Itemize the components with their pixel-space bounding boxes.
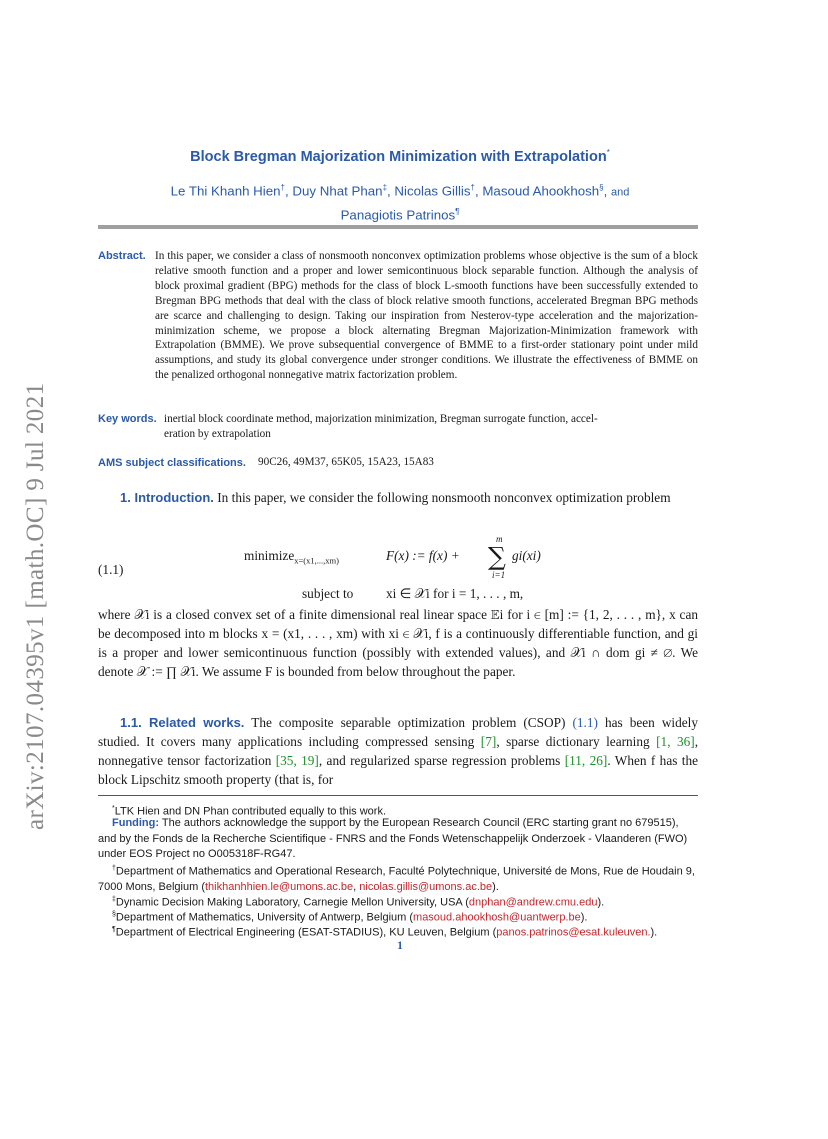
minimize-subscript: x=(x1,...,xm) xyxy=(294,555,339,566)
author-name: Duy Nhat Phan xyxy=(292,183,383,199)
footnote-rule xyxy=(98,795,698,796)
email-link[interactable]: masoud.ahookhosh@uantwerp.be xyxy=(413,911,581,924)
footnote-mark: † xyxy=(112,865,116,872)
related-text: . When f has the block Lipschitz smooth property (that is, for xyxy=(98,753,698,787)
related-text: The composite separable optimization problem (CSOP) xyxy=(251,715,566,730)
author-and: and xyxy=(611,186,630,199)
title-text: Block Bregman Majorization Minimization with Extrapolation xyxy=(190,148,607,165)
related-text: , sparse dictionary learning xyxy=(496,734,650,749)
sum-term: gi(xi) xyxy=(512,548,541,563)
minimize-word: minimize xyxy=(244,548,295,563)
summation-icon: ∑ xyxy=(488,542,506,571)
related-text: , and regularized sparse regression problems xyxy=(318,753,561,768)
related-text: has been widely studied. It covers many applications including compressed sensing xyxy=(98,715,699,749)
equation-number: (1.1) xyxy=(98,562,124,577)
citation-link[interactable]: [35, 19] xyxy=(275,753,319,768)
author-name: Masoud Ahookhosh xyxy=(482,183,600,199)
where-paragraph: where 𝒳i is a closed convex set of a finite dimensional real linear space 𝔼i for i ∈ [m] := {1, 2, . . . , m}, x can be decomposed into m blocks x = (x1, . . . , xm) with xi ∈ 𝒳i, f is a continuously differentiable function, and gi is a proper and lower semicontinuous function (possibly with extended values), and 𝒳i ∩ dom gi ≠ ∅. We denote 𝒳 := ∏ 𝒳i. We assume F is bounded from below throughout the paper. xyxy=(98,607,698,679)
author-mark: † xyxy=(280,183,285,192)
author-list: Le Thi Khanh Hien†, Duy Nhat Phan‡, Nicolas Gillis†, Masoud Ahookhosh§, and Panagiotis Patrinos¶ xyxy=(170,183,630,223)
author-mark: ¶ xyxy=(455,207,460,217)
keywords xyxy=(98,412,698,442)
sum-upper-limit: m xyxy=(496,534,503,544)
intro-text: In this paper, we consider the following nonsmooth nonconvex optimization problem xyxy=(217,490,671,505)
footnote-text: ). xyxy=(650,926,658,939)
footnote-mark: ‡ xyxy=(112,896,116,903)
footnote-affiliation-mons xyxy=(98,861,698,896)
footnote-text: Dynamic Decision Making Laboratory, Carnegie Mellon University, USA ( xyxy=(115,896,469,909)
equation-reference-link[interactable]: (1.1) xyxy=(572,715,598,730)
arxiv-identifier: arXiv:2107.04395v1 [math.OC] 9 Jul 2021 xyxy=(22,382,49,830)
section-heading-related-works: 1.1. Related works. xyxy=(120,715,245,730)
author-mark: ‡ xyxy=(382,183,388,192)
ams-label: AMS subject classifications. xyxy=(98,457,246,469)
footnote-funding xyxy=(98,816,698,863)
footnote-mark: * xyxy=(112,805,115,812)
citation-link[interactable]: [7] xyxy=(480,734,497,749)
footnote-text: Department of Mathematics and Operational Research, Faculté Polytechnique, Université de Mons, Rue de Houdain 9, 7000 Mons, Belgium ( xyxy=(98,865,695,894)
email-link[interactable]: panos.patrinos@esat.kuleuven. xyxy=(496,926,651,939)
citation-link[interactable]: [11, 26] xyxy=(564,753,608,768)
citation-link[interactable]: [1, 36] xyxy=(656,734,695,749)
footnote-affiliation-leuven xyxy=(98,922,712,941)
sum-lower-limit: i=1 xyxy=(492,570,506,580)
section-heading-introduction: 1. Introduction. xyxy=(120,490,214,505)
footnote-text: The authors acknowledge the support by the European Research Council (ERC starting grant no 679515), and by the Fonds de la Recherche Scientifique - FNRS and the Fonds Wetenschappelijk Onderzoek - Vlaanderen (FWO) under EOS Project no O005318F-RG47. xyxy=(98,817,688,861)
footnote-text: ). xyxy=(580,911,588,924)
title-rule xyxy=(98,225,698,229)
funding-label: Funding: xyxy=(112,817,160,829)
equation-objective: F(x) := f(x) + xyxy=(386,548,460,563)
intro-paragraph xyxy=(98,488,698,507)
author-name: Le Thi Khanh Hien xyxy=(170,183,281,199)
related-text: , nonnegative tensor factorization xyxy=(98,734,699,768)
author-mark: † xyxy=(470,183,475,192)
email-link[interactable]: dnphan@andrew.cmu.edu xyxy=(468,896,598,909)
author-name: Panagiotis Patrinos xyxy=(340,207,456,223)
footnote-mark: ¶ xyxy=(112,926,116,933)
related-works-paragraph xyxy=(98,713,698,789)
abstract-label: Abstract. xyxy=(98,250,146,262)
keywords-line-1: inertial block coordinate method, majorization minimization, Bregman surrogate function, accel- xyxy=(164,413,598,425)
page-number: 1 xyxy=(397,940,403,952)
email-link[interactable]: nicolas.gillis@umons.ac.be xyxy=(359,881,493,894)
footnote-text: ). xyxy=(597,896,605,909)
footnote-text: Department of Mathematics, University of Antwerp, Belgium ( xyxy=(115,911,414,924)
title-footnote-mark: * xyxy=(606,148,610,157)
author-name: Nicolas Gillis xyxy=(394,183,471,199)
author-mark: § xyxy=(599,183,604,192)
footnote-text: LTK Hien and DN Phan contributed equally to this work. xyxy=(114,805,387,818)
footnote-mark: § xyxy=(112,911,116,918)
keywords-line-2: eration by extrapolation xyxy=(164,427,271,440)
footnote-text: , xyxy=(353,881,360,894)
paper-title xyxy=(100,148,700,165)
footnote-text: Department of Electrical Engineering (ESAT-STADIUS), KU Leuven, Belgium ( xyxy=(115,926,497,939)
keywords-label: Key words. xyxy=(98,413,157,425)
email-link[interactable]: thikhanhhien.le@umons.ac.be xyxy=(205,881,354,894)
equation-subject-to: subject to xyxy=(302,586,354,601)
abstract-text: In this paper, we consider a class of nonsmooth nonconvex optimization problems whose objective is the sum of a block relative smooth function and a proper and lower semicontinuous block separable function. Although the analysis of block proximal gradient (BPG) methods for the class of block L-smooth functions have been successfully extended to Bregman BPG methods that deal with the class of block relative smooth functions, accelerated Bregman BPG methods are scarce and challenging to design. Taking our inspiration from Nesterov-type acceleration and the majorization-minimization scheme, we propose a block alternating Bregman Majorization-Minimization framework with Extrapolation (BMME). We prove subsequential convergence of BMME to a first-order stationary point under mild assumptions, and study its global convergence under stronger conditions. We illustrate the effectiveness of BMME on the penalized orthogonal nonnegative matrix factorization problem. xyxy=(155,250,698,382)
ams-codes: 90C26, 49M37, 65K05, 15A23, 15A83 xyxy=(258,456,434,468)
equation-minimize xyxy=(244,548,339,566)
equation-constraint: xi ∈ 𝒳i for i = 1, . . . , m, xyxy=(386,586,524,601)
footnote-text: ). xyxy=(492,881,499,894)
